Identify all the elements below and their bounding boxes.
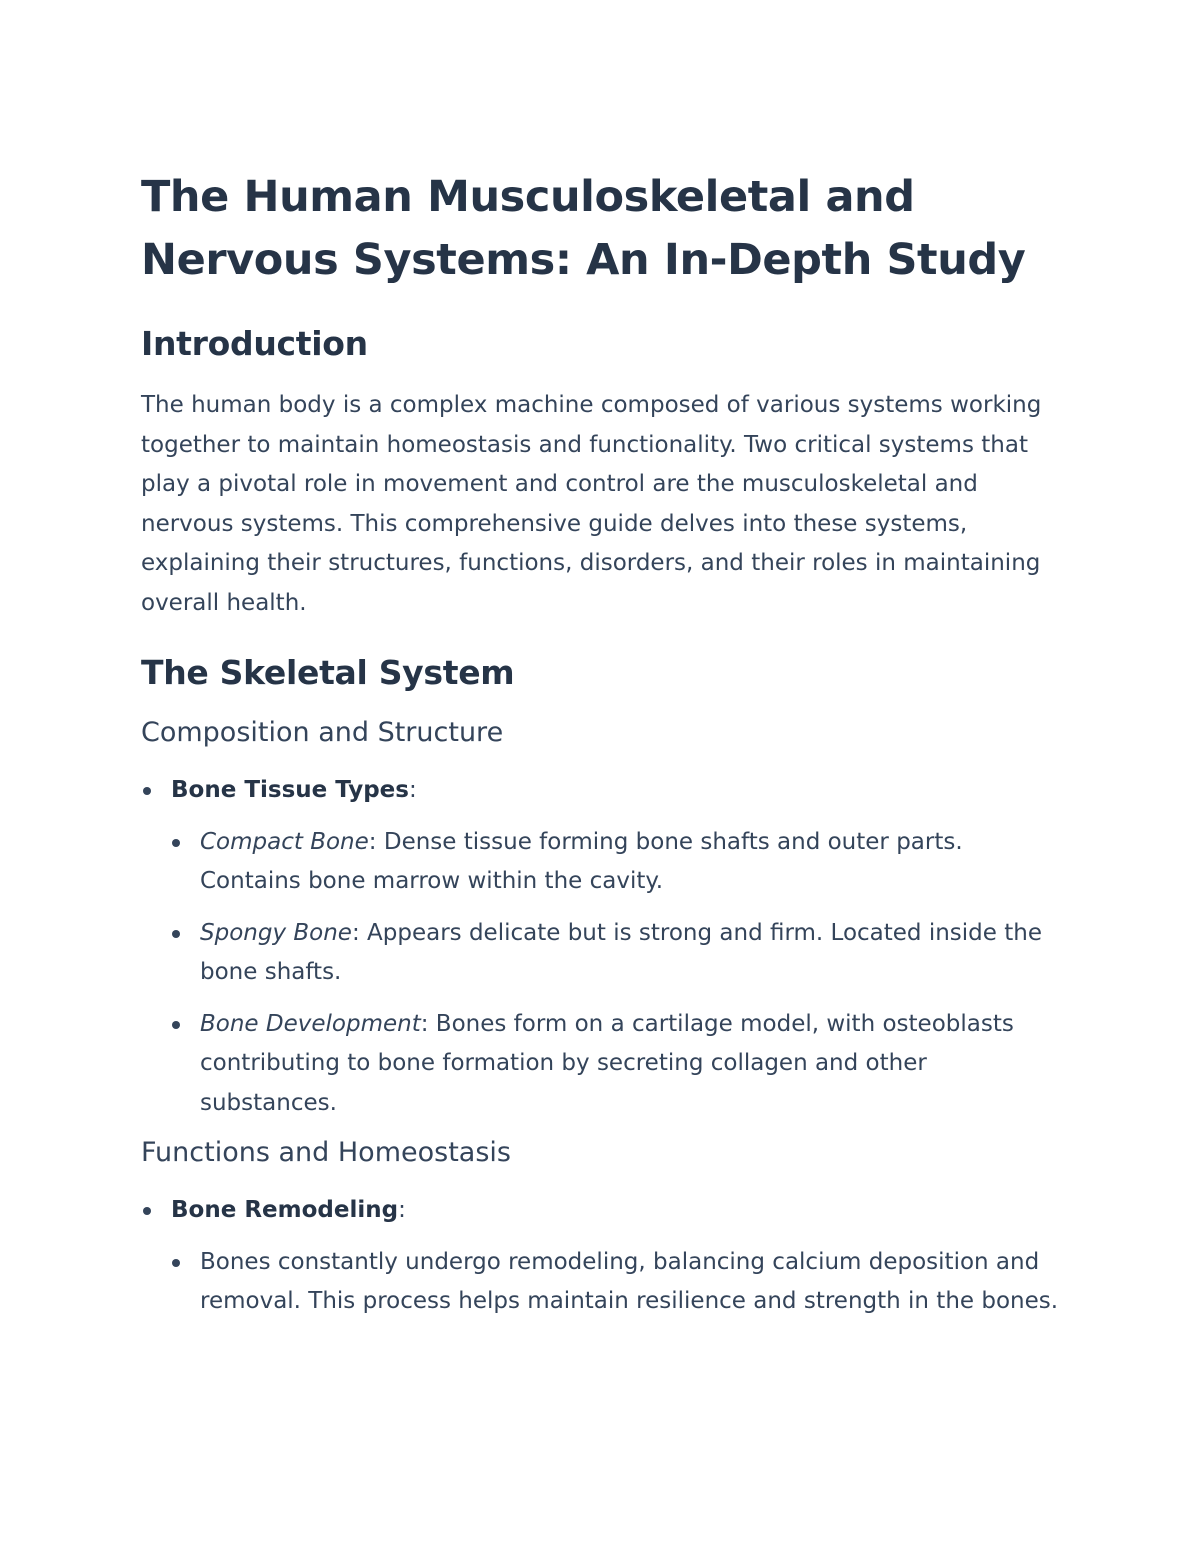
item-sep: :: [351, 919, 368, 946]
item-text: Appears delicate but is strong and firm. Located inside the bone shafts.: [200, 919, 1042, 985]
item-colon: :: [398, 1197, 406, 1223]
item-text: Bones form on a cartilage model, with osteoblasts contributing to bone formation by secreting collagen and other substances.: [200, 1010, 1014, 1116]
item-text: Dense tissue forming bone shafts and outer parts. Contains bone marrow within the cavity.: [200, 828, 963, 894]
list-item-bone-development: [141, 1005, 1061, 1124]
composition-list: [141, 771, 1061, 1123]
bullet-icon: [143, 1207, 151, 1215]
bullet-icon: [172, 930, 180, 938]
item-sep: :: [420, 1010, 436, 1037]
title-line-2: Nervous Systems: An In-Depth Study: [141, 235, 1026, 285]
item-term: Compact Bone: [200, 828, 369, 855]
document-title: [141, 166, 1061, 292]
list-item-spongy-bone: [141, 914, 1061, 993]
document-page: [141, 166, 1061, 1334]
bullet-icon: [143, 787, 151, 795]
item-label: Bone Tissue Types: [171, 777, 409, 803]
introduction-paragraph: The human body is a complex machine composed of various systems working together to maintain homeostasis and functionality. Two critical systems that play a pivotal role in movement and control are the musculoskeletal and nervous systems. This comprehensive guide delves into these systems, explaining their structures, functions, disorders, and their roles in maintaining overall health.: [141, 392, 1042, 616]
bullet-icon: [172, 1259, 180, 1267]
item-term: Bone Development: [200, 1010, 421, 1037]
item-term: Spongy Bone: [200, 919, 352, 946]
bullet-icon: [172, 1021, 180, 1029]
introduction-heading: Introduction: [141, 324, 368, 363]
title-line-1: The Human Musculoskeletal and: [141, 172, 915, 222]
item-colon: :: [408, 777, 417, 803]
list-item-bone-remodeling: [141, 1191, 1061, 1231]
item-label: Bone Remodeling: [171, 1197, 399, 1223]
list-item-remodeling-detail: [141, 1243, 1061, 1322]
functions-list: [141, 1191, 1061, 1322]
functions-homeostasis-heading: Functions and Homeostasis: [141, 1137, 511, 1168]
bullet-icon: [172, 839, 180, 847]
skeletal-system-heading: The Skeletal System: [141, 653, 515, 692]
item-text: Bones constantly undergo remodeling, balancing calcium deposition and removal. This process helps maintain resilience and strength in the bones.: [200, 1248, 1059, 1314]
composition-structure-heading: Composition and Structure: [141, 717, 504, 748]
list-item-bone-tissue-types: [141, 771, 1061, 811]
item-sep: :: [368, 828, 384, 855]
list-item-compact-bone: [141, 823, 1061, 902]
